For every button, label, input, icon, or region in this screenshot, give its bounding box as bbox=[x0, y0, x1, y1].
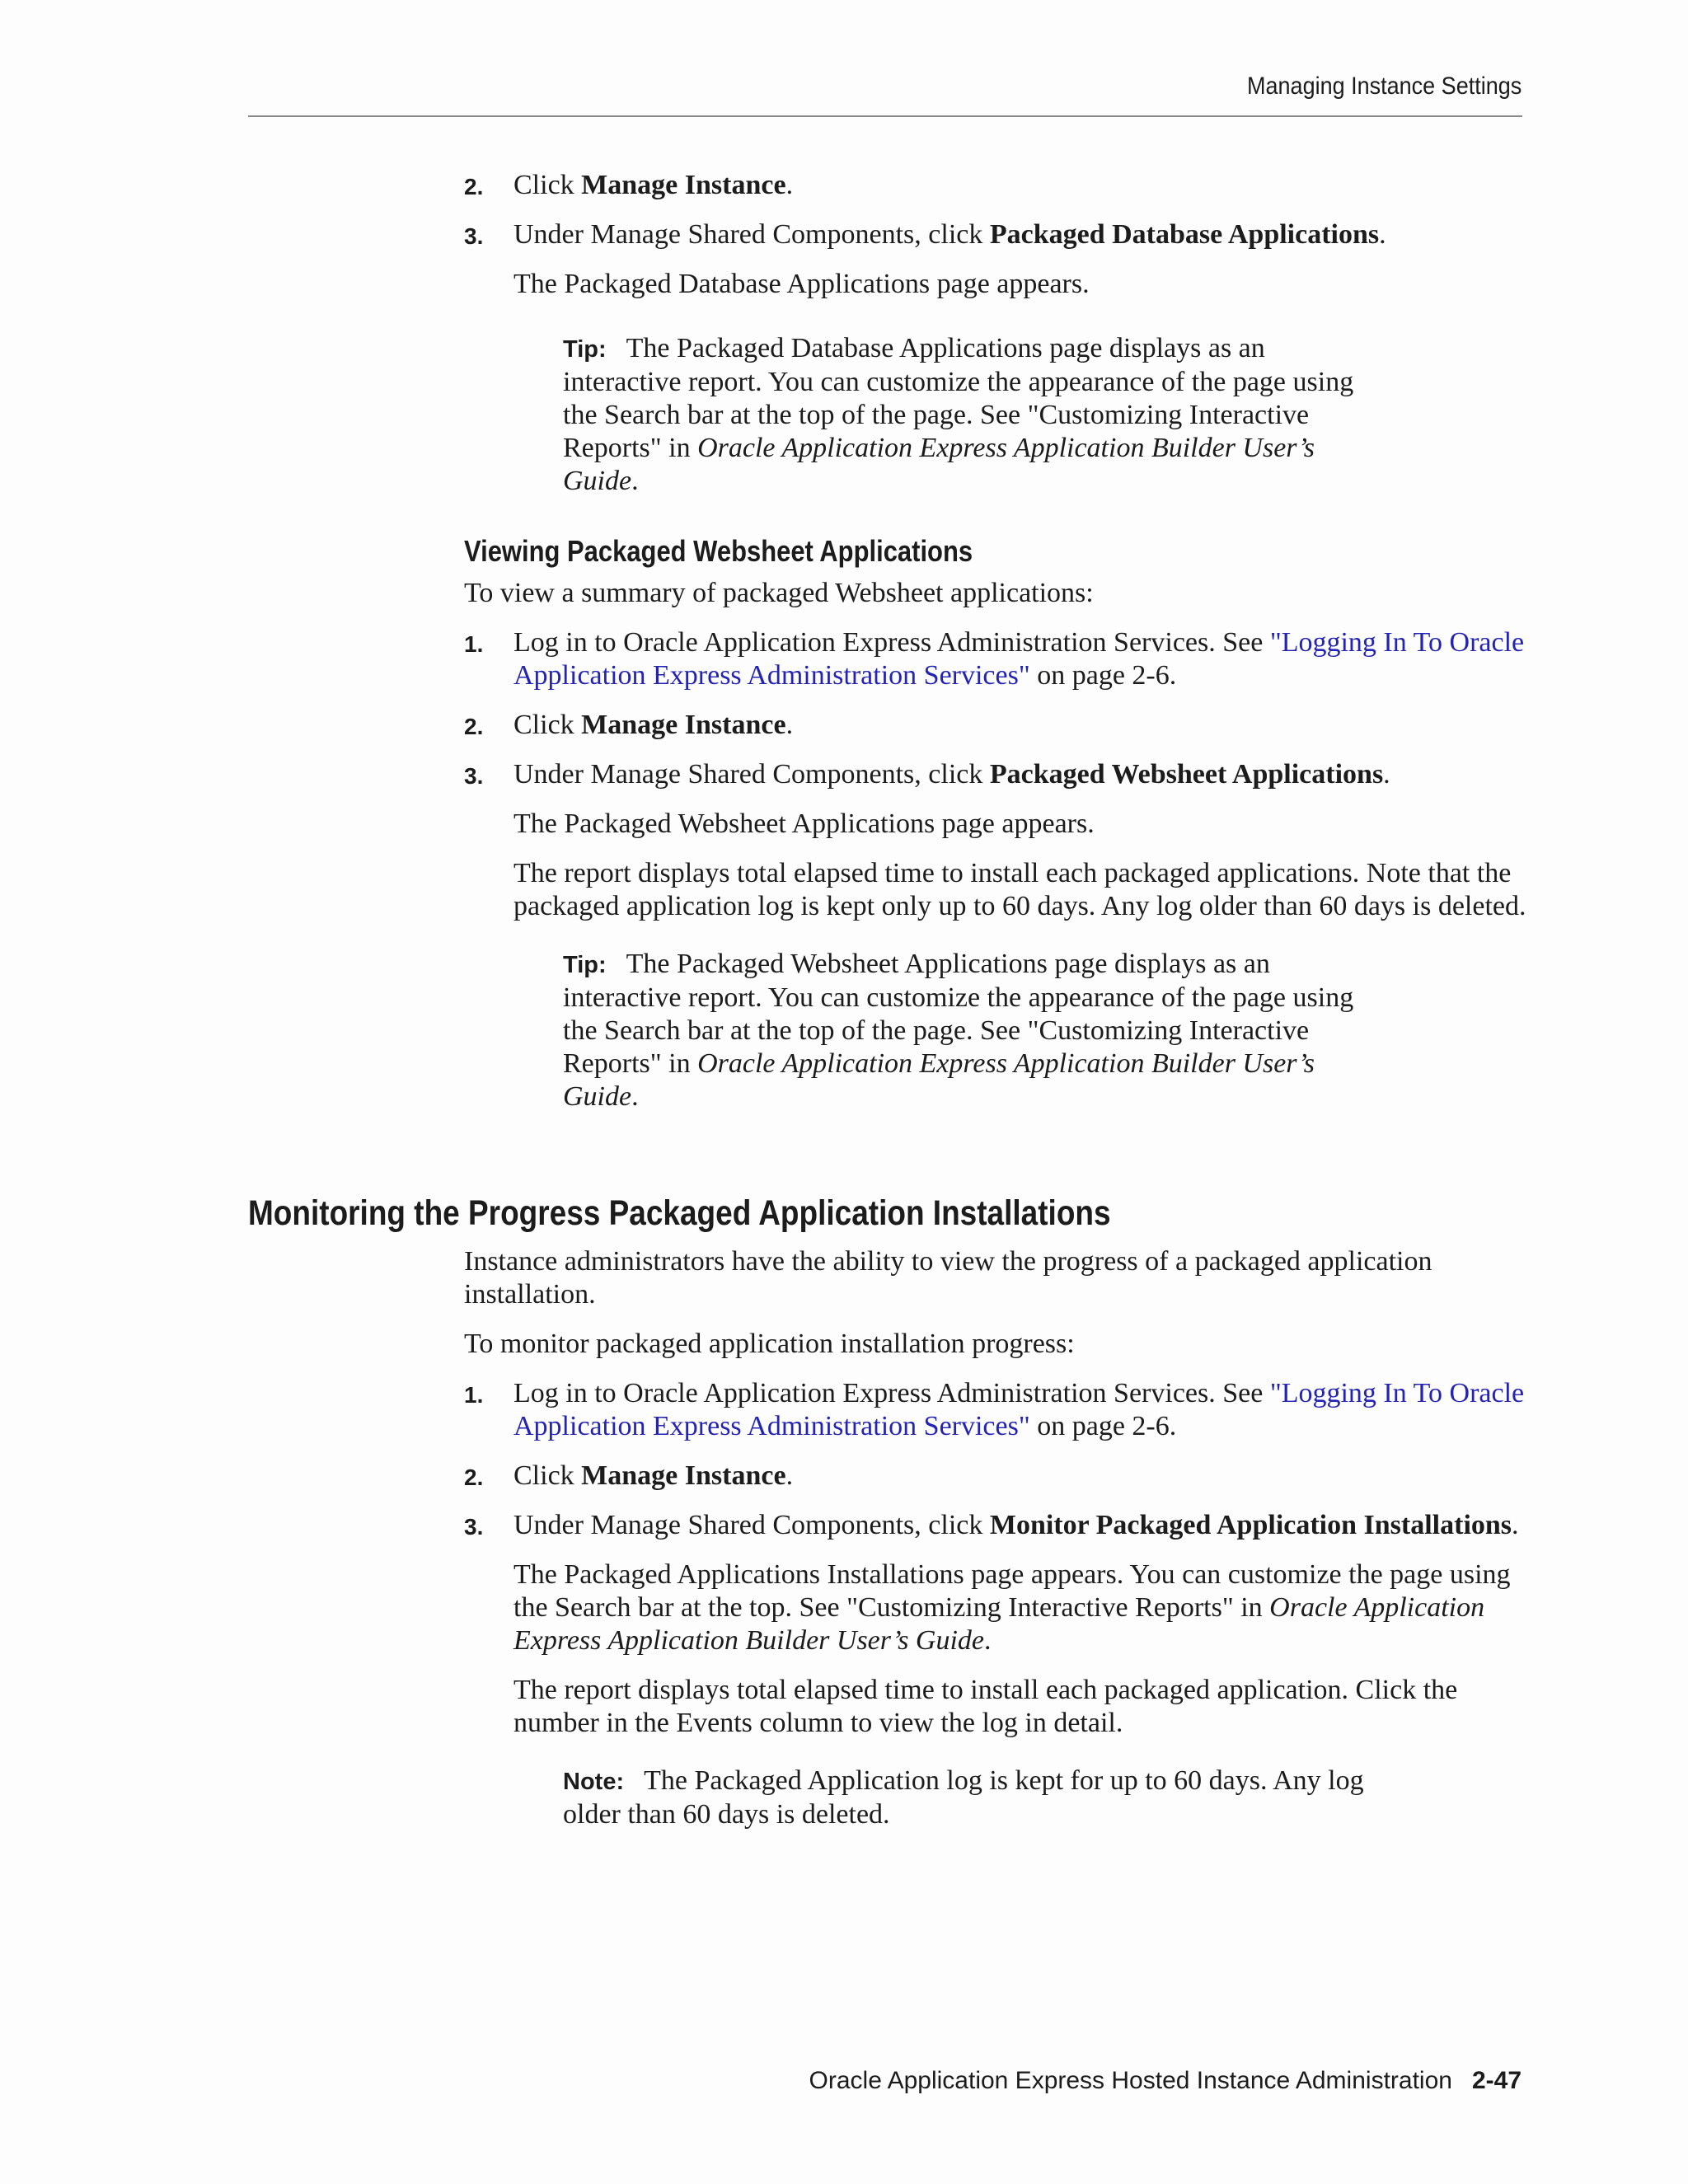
step-text: Under Manage Shared Components, click bbox=[513, 1510, 990, 1540]
book-title: Oracle Application Express Application Builder User’s Guide bbox=[563, 1048, 1315, 1112]
result-punct: . bbox=[984, 1625, 992, 1656]
cross-reference-link[interactable]: "Logging In To Oracle Application Express Administration Services" bbox=[513, 1378, 1525, 1441]
ui-label: Packaged Websheet Applications bbox=[989, 759, 1384, 790]
step-number: 3. bbox=[464, 763, 484, 789]
step-number: 3. bbox=[464, 223, 484, 249]
step-punct: . bbox=[785, 170, 794, 200]
header-rule bbox=[248, 115, 1522, 117]
tip-text: The Packaged Database Applications page displays as an interactive report. You can customize the appearance of the page using the Search bar at the top of the page. See "Customizing Interactive Reports" in bbox=[563, 333, 1354, 463]
section-monitor-installs bbox=[464, 1245, 1527, 1831]
page-ref: on page 2-6. bbox=[1029, 1411, 1177, 1441]
note-box bbox=[563, 1765, 1387, 1831]
section-database-apps bbox=[464, 169, 1527, 498]
tip-box bbox=[563, 948, 1387, 1113]
step-number: 2. bbox=[464, 1465, 484, 1490]
step-3 bbox=[464, 758, 1527, 791]
detail-text: The report displays total elapsed time to install each packaged applications. Note that the packaged application log is kept only up to 60 days. Any log older than 60 days is deleted. bbox=[513, 858, 1526, 921]
step-2 bbox=[464, 709, 1527, 742]
tip-punct: . bbox=[631, 1081, 639, 1112]
step-number: 2. bbox=[464, 174, 484, 199]
tip-box bbox=[563, 332, 1387, 498]
note-text: The Packaged Application log is kept for up to 60 days. Any log older than 60 days is deleted. bbox=[563, 1765, 1364, 1830]
step-1 bbox=[464, 626, 1527, 692]
ui-label: Manage Instance bbox=[581, 170, 786, 200]
note-label: Note: bbox=[563, 1769, 625, 1795]
step-punct: . bbox=[1512, 1510, 1519, 1540]
footer-title: Oracle Application Express Hosted Instance Administration bbox=[809, 2067, 1452, 2094]
step-2 bbox=[464, 1460, 1527, 1493]
book-title: Oracle Application Express Application Builder User’s Guide bbox=[513, 1592, 1485, 1656]
section-websheet-apps bbox=[464, 534, 1527, 1113]
cross-reference-link[interactable]: "Logging In To Oracle Application Express Administration Services" bbox=[513, 627, 1525, 691]
result-text bbox=[464, 1558, 1527, 1657]
step-text: Log in to Oracle Application Express Administration Services. See bbox=[513, 1378, 1270, 1408]
page-footer bbox=[809, 2067, 1522, 2095]
ui-label: Manage Instance bbox=[581, 1460, 786, 1491]
page-ref: on page 2-6. bbox=[1029, 660, 1177, 691]
step-3 bbox=[464, 1509, 1527, 1542]
step-number: 2. bbox=[464, 714, 484, 739]
tip-label: Tip: bbox=[563, 336, 607, 363]
step-punct: . bbox=[785, 710, 794, 740]
result-text: The Packaged Database Applications page appears. bbox=[513, 269, 1090, 299]
step-number: 3. bbox=[464, 1514, 484, 1540]
main-heading: Monitoring the Progress Packaged Application Installations bbox=[248, 1193, 1111, 1233]
running-header: Managing Instance Settings bbox=[1246, 73, 1522, 100]
tip-punct: . bbox=[631, 466, 639, 496]
tip-text: The Packaged Websheet Applications page displays as an interactive report. You can customize the appearance of the page using the Search bar at the top of the page. See "Customizing Interactive Reports" in bbox=[563, 949, 1354, 1079]
result-text: The Packaged Websheet Applications page appears. bbox=[513, 808, 1095, 839]
step-text: Under Manage Shared Components, click bbox=[513, 219, 990, 250]
intro-text-2: To monitor packaged application installation progress: bbox=[464, 1329, 1075, 1359]
section-heading: Viewing Packaged Websheet Applications bbox=[464, 534, 973, 568]
ui-label: Packaged Database Applications bbox=[989, 219, 1380, 250]
step-text: Click bbox=[513, 170, 582, 200]
step-text: Log in to Oracle Application Express Administration Services. See bbox=[513, 627, 1270, 658]
step-2 bbox=[464, 169, 1527, 202]
step-number: 1. bbox=[464, 1382, 484, 1408]
step-text: Under Manage Shared Components, click bbox=[513, 759, 990, 790]
step-text: Click bbox=[513, 710, 582, 740]
result-text-body: The Packaged Applications Installations page appears. You can customize the page using the Search bar at the top. See "Customizing Interactive Reports" in bbox=[513, 1559, 1511, 1623]
book-title: Oracle Application Express Application Builder User’s Guide bbox=[563, 433, 1315, 496]
step-1 bbox=[464, 1377, 1527, 1443]
step-3 bbox=[464, 218, 1527, 251]
tip-label: Tip: bbox=[563, 952, 607, 978]
step-number: 1. bbox=[464, 631, 484, 657]
step-punct: . bbox=[1379, 219, 1386, 250]
page-number: 2-47 bbox=[1471, 2067, 1522, 2094]
step-punct: . bbox=[785, 1460, 794, 1491]
ui-label: Manage Instance bbox=[581, 710, 786, 740]
step-punct: . bbox=[1383, 759, 1390, 790]
intro-text: Instance administrators have the ability to view the progress of a packaged application installation. bbox=[464, 1246, 1432, 1310]
detail-text: The report displays total elapsed time to install each packaged application. Click the number in the Events column to view the log in detail. bbox=[513, 1675, 1458, 1738]
intro-text: To view a summary of packaged Websheet applications: bbox=[464, 578, 1094, 608]
ui-label: Monitor Packaged Application Installations bbox=[989, 1510, 1512, 1540]
step-text: Click bbox=[513, 1460, 582, 1491]
